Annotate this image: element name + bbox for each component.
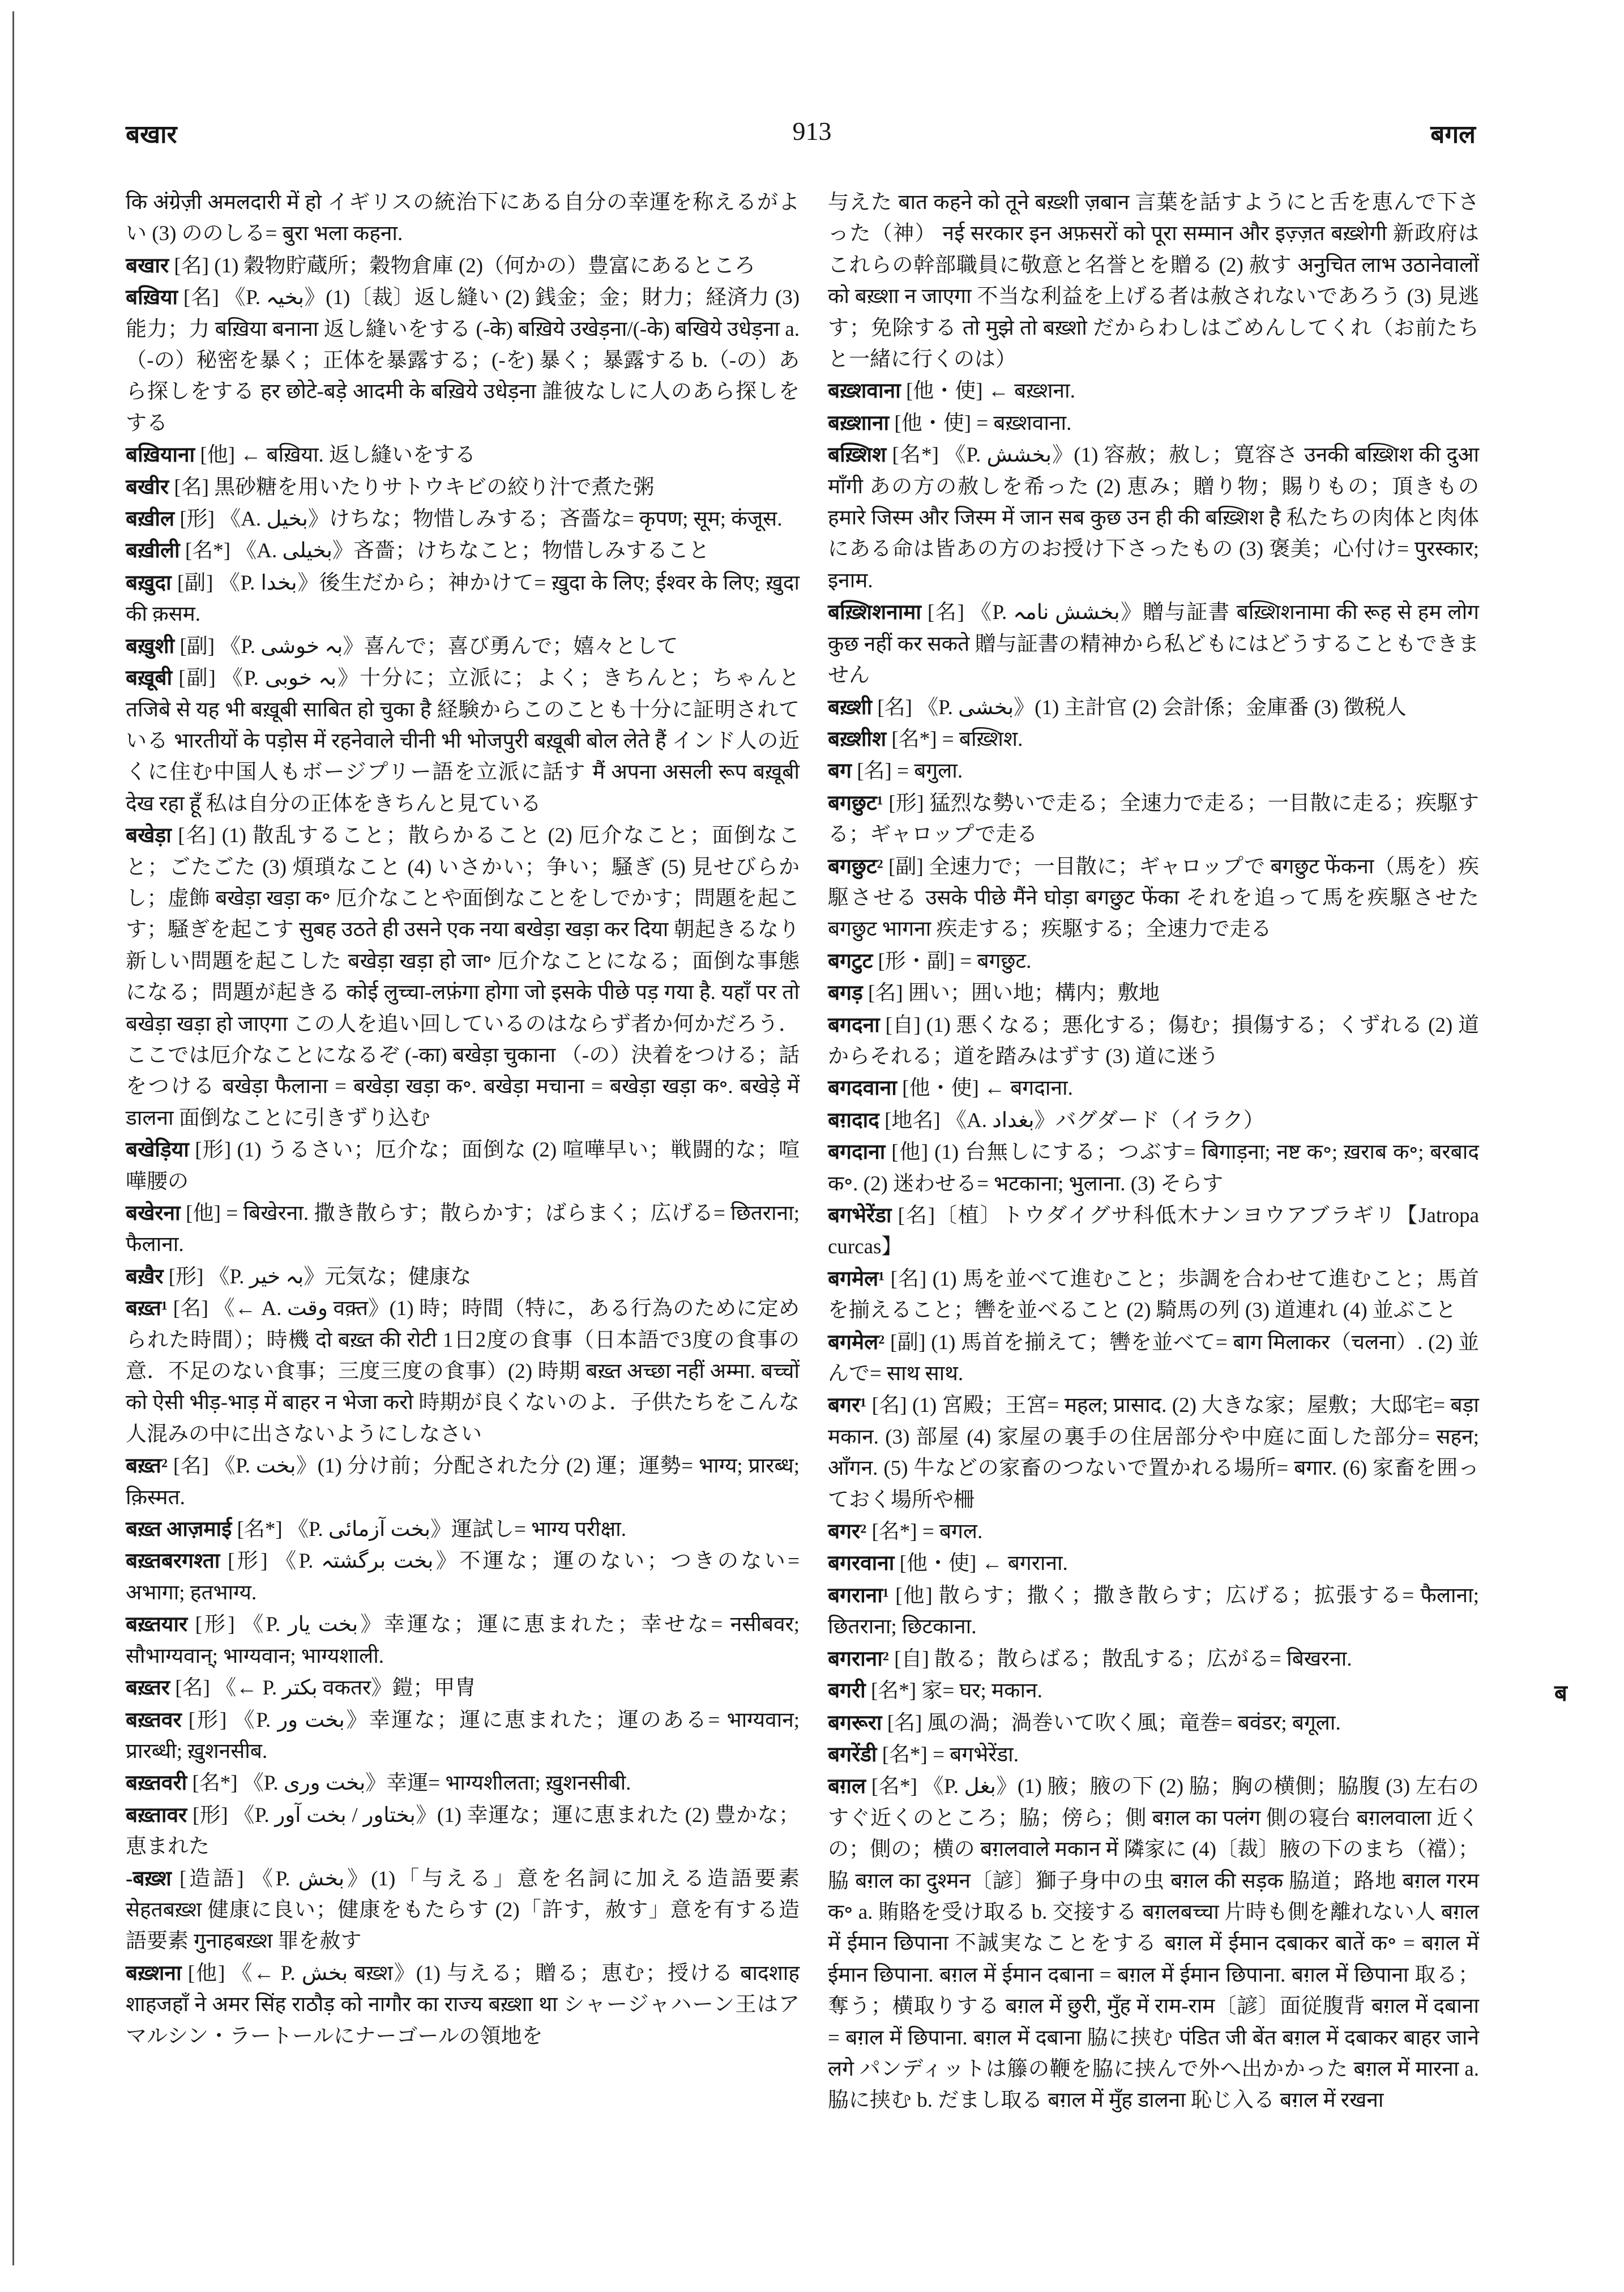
dictionary-entry — [126, 1672, 800, 1704]
headword: बख़्शीश — [828, 727, 887, 751]
entry-definition: 与えた बात कहने को तूने बख़्शी ज़बान 言葉を話すようにと舌を恵んで下さった（神） नई सरकार इन अफ़सरों को पूरा सम्मान और इज़्ज़त बख़्शेगी 新政府はこれらの幹部職員に敬意と名誉とを贈る (2) 赦す अनुचित लाभ उठानेवालों को बख़्शा न जाएगा 不当な利益を上げる者は赦されないであろう (3) 見逃す；免除する तो मुझे तो बख़्शो だからわしはごめんしてくれ（お前たちと一緒に行くのは） — [828, 191, 1479, 372]
headword: बखीर — [126, 475, 169, 499]
headword: बखार — [126, 254, 169, 278]
headword: बख़ैर — [126, 1265, 164, 1288]
margin-thumb-index: ब — [1554, 1680, 1567, 1706]
dictionary-entry — [126, 1958, 800, 2052]
headword: बख़्तवर — [126, 1708, 182, 1732]
dictionary-entry — [126, 1863, 800, 1957]
dictionary-entry — [828, 1739, 1479, 1770]
headword: बगमेल² — [828, 1330, 885, 1354]
headword: बख़्शिश — [828, 443, 887, 467]
entry-definition: [名] 《P. بخشش نامہ》贈与証書 बख़्शिशनामा की रूह से हम लोग कुछ नहीं कर सकते 贈与証書の精神から私どもにはどうすることもできません — [828, 601, 1480, 688]
headword: बगरी — [828, 1679, 866, 1703]
headword: बगदना — [828, 1013, 880, 1037]
headword: बख़्शाना — [828, 411, 890, 435]
entry-definition: [名*] = बगभेरेंडा. — [882, 1743, 1019, 1766]
dictionary-entry — [828, 1264, 1479, 1326]
headword: बख़्शी — [828, 695, 872, 719]
dictionary-entry — [828, 1675, 1479, 1706]
headword: बग — [828, 759, 852, 783]
entry-definition: [副] 《P. بخدا》後生だから；神かけて= ख़ुदा के लिए; ईश्वर के लिए; ख़ुदा की क़सम. — [126, 571, 800, 626]
headword: बख़्शना — [126, 1961, 182, 1985]
entry-definition: [他・使] ← बगदाना. — [902, 1077, 1073, 1100]
entry-definition: [形・副] = बगछुट. — [878, 949, 1032, 973]
dictionary-entry — [828, 1137, 1479, 1200]
dictionary-entry — [126, 820, 800, 1134]
entry-definition: [名*] = बख़्शिश. — [891, 727, 1023, 751]
entry-definition: [名] (1) 穀物貯蔵所；穀物倉庫 (2)（何かの）豊富にあるところ — [174, 254, 756, 278]
entry-definition: [形] (1) うるさい；厄介な；面倒な (2) 喧嘩早い；戦闘的な；喧嘩腰の — [126, 1138, 800, 1193]
entry-definition: [他] (1) 台無しにする；つぶす= बिगाड़ना; नष्ट क॰; ख़राब क॰; बरबाद क॰. (2) 迷わせる= भटकाना; भुलाना. (3) そらす — [828, 1141, 1479, 1196]
entry-definition: [自] (1) 悪くなる；悪化する；傷む；損傷する；くずれる (2) 道からそれる；道を踏みはずす (3) 道に迷う — [828, 1013, 1479, 1068]
headword: बगछुट² — [828, 855, 883, 878]
headword: बख़्त² — [126, 1454, 168, 1478]
dictionary-entry — [828, 408, 1479, 439]
headword: बख़्शवाना — [828, 379, 901, 403]
entry-definition: [名] 《P. بخت》(1) 分け前；分配された分 (2) 運；運勢= भाग्य; प्रारब्ध; क़िस्मत. — [126, 1454, 800, 1509]
dictionary-entry — [828, 1327, 1479, 1390]
dictionary-entry — [126, 1514, 800, 1545]
entry-definition: [名] 《← A. وقت वक़्त》(1) 時；時間（特に，ある行為のために定められた時間）；時機 दो बख़्त की रोटी 1日2度の食事（日本語で3度の食事の意．不足のない食事；三度三度の食事）(2) 時期 बख़्त अच्छा नहीं अम्मा. बच्चों को ऐसी भीड़-भाड़ में बाहर न भेजा करो 時期が良くないのよ．子供たちをこんな人混みの中に出さないようにしなさい — [126, 1297, 800, 1446]
headword: -बख़्श — [126, 1867, 172, 1890]
entry-definition: [形] 《P. بہ خیر》元気な；健康な — [168, 1265, 472, 1288]
entry-definition: [名*] 家= घर; मकान. — [870, 1679, 1042, 1703]
headword: बख़्त¹ — [126, 1297, 168, 1321]
page-edge-line — [12, 11, 14, 2265]
page-number: 913 — [792, 117, 832, 146]
dictionary-entry — [126, 439, 800, 471]
entry-definition: [名*] 《P. بخت آزمائی》運試し= भाग्य परीक्षा. — [237, 1518, 626, 1542]
dictionary-entry — [828, 597, 1479, 691]
entry-definition: [他] = बिखेरना. 撒き散らす；散らかす；ばらまく；広げる= छितराना; फैलाना. — [126, 1202, 800, 1257]
dictionary-entry — [828, 187, 1479, 375]
dictionary-entry — [828, 692, 1479, 723]
dictionary-entry — [828, 724, 1479, 755]
entry-definition: [名*] 《P. بخشش》(1) 容赦；赦し；寛容さ उनकी बख़्शिश की दुआ माँगी あの方の赦しを希った (2) 恵み；贈り物；賜りもの；頂きもの हमारे जिस्म और जिस्म में जान सब कुछ उन ही की बख़्शिश है 私たちの肉体と肉体にある命は皆あの方のお授け下さったもの (3) 褒美；心付け= पुरस्कार; इनाम. — [828, 443, 1480, 592]
headword: बख़्तबरगश्ता — [126, 1550, 220, 1573]
dictionary-entry — [126, 567, 800, 630]
dictionary-entry — [828, 1771, 1479, 2116]
entry-definition: [名] = बगुला. — [857, 759, 963, 783]
entry-definition: [名]〔植〕トウダイグサ科低木ナンヨウアブラギリ【Jatropa curcas】 — [828, 1204, 1479, 1259]
headword: बगरेंडी — [828, 1743, 877, 1766]
headword: बख़्त आज़माई — [126, 1518, 232, 1542]
entry-definition: [名] (1) 散乱すること；散らかること (2) 厄介なこと；面倒なこと；ごたごた (3) 煩瑣なこと (4) いさかい；争い；騒ぎ (5) 見せびらかし；虚飾 बखेड़ा खड़ा क॰ 厄介なことや面倒なことをしでかす；問題を起こす；騒ぎを起こす सुबह उठते ही उसने एक नया बखेड़ा खड़ा कर दिया 朝起きるなり新しい問題を起こした बखेड़ा खड़ा हो जा॰ 厄介なことになる；面倒な事態になる；問題が起きる कोई लुच्चा-लफ़ंगा होगा जो इसके पीछे पड़ गया है. यहाँ पर तो बखेड़ा खड़ा हो जाएगा この人を追い回しているのはならず者か何かだろう．ここでは厄介なことになるぞ (-का) बखेड़ा चुकाना （-の）決着をつける；話をつける बखेड़ा फैलाना = बखेड़ा खड़ा क॰. बखेड़ा मचाना = बखेड़ा खड़ा क॰. बखेड़े में डालना 面倒なことに引きずり込む — [126, 824, 800, 1130]
entry-definition: [形] 《P. بخت یار》幸運な；運に恵まれた；幸せな= नसीबवर; सौभाग्यवान्; भाग्यवान; भाग्यशाली. — [126, 1613, 800, 1668]
headword: बखेरना — [126, 1202, 181, 1225]
headword: बख़ीली — [126, 539, 180, 563]
dictionary-entry — [126, 187, 800, 250]
entry-definition: [名] 《← P. بکتر वकतर》鎧；甲冑 — [175, 1676, 476, 1700]
entry-definition: [他] 散らす；撒く；撒き散らす；広げる；拡張する= फैलाना; छितराना; छिटकाना. — [828, 1584, 1480, 1639]
headword: बख़्तयार — [126, 1613, 188, 1637]
headword: बगरवाना — [828, 1552, 895, 1576]
headword: बगरूरा — [828, 1711, 882, 1735]
entry-definition: [副] 《P. بہ خوبی》十分に；立派に；よく；きちんと；ちゃんと तजिबे से यह भी बख़ूबी साबित हो चुका है 経験からこのことも十分に証明されている भारतीयों के पड़ोस में रहनेवाले चीनी भी भोजपुरी बख़ूबी बोल लेते हैं インド人の近くに住む中国人もボージプリー語を立派に話す मैं अपना असली रूप बख़ूबी देख रहा हूँ 私は自分の正体をきちんと見ている — [126, 667, 800, 816]
entry-definition: [造語] 《P. بخش》(1)「与える」意を名詞に加える造語要素 सेहतबख़्श 健康に良い；健康をもたらす (2)「許す，赦す」意を有する造語要素 गुनाहबख़्श 罪を赦す — [126, 1867, 800, 1953]
headword: बख़ियाना — [126, 443, 195, 467]
headword: बख़ूबी — [126, 667, 173, 690]
dictionary-entry — [126, 250, 800, 281]
dictionary-entry — [828, 788, 1479, 851]
dictionary-entry — [126, 663, 800, 820]
headword: बग़दाद — [828, 1108, 879, 1132]
entry-definition: [副] 《P. بہ خوشی》喜んで；喜び勇んで；嬉々として — [180, 634, 678, 658]
dictionary-entry — [126, 1609, 800, 1672]
entry-definition: [形] 《P. بخت ور》幸運な；運に恵まれた；運のある= भाग्यवान; प्रारब्धी; ख़ुशनसीब. — [126, 1708, 800, 1763]
dictionary-entry — [126, 1134, 800, 1197]
entry-definition: [名*] 《A. بخیلی》吝嗇；けちなこと；物惜しみすること — [185, 539, 710, 563]
entry-definition: [形] 《P. بختاور / بخت آور》(1) 幸運な；運に恵まれた (2) 豊かな；恵まれた — [126, 1803, 800, 1859]
dictionary-entry — [828, 1105, 1479, 1136]
headword: बगदवाना — [828, 1077, 897, 1100]
headword: बखेड़ा — [126, 824, 172, 848]
entry-definition: [名] 囲い；囲い地；構内；敷地 — [868, 981, 1160, 1005]
entry-definition: [副] (1) 馬首を揃えて；轡を並べて= बाग मिलाकर（चलना）. (2) 並んで= साथ साथ. — [828, 1330, 1480, 1386]
left-column — [126, 187, 800, 2052]
dictionary-entry — [126, 1768, 800, 1799]
headword: बगराना¹ — [828, 1584, 889, 1607]
headword: बख़ुशी — [126, 634, 175, 658]
entry-definition: [名] (1) 宮殿；王宮= महल; प्रासाद. (2) 大きな家；屋敷；大邸宅= बड़ा मकान. (3) 部屋 (4) 家屋の裏手の住居部分や中庭に面した部分= सहन; आँगन. (5) 牛などの家畜のつないで置かれる場所= बगार. (6) 家畜を囲っておく場所や柵 — [828, 1394, 1479, 1512]
entry-definition: [名*] 《P. بغل》(1) 腋；腋の下 (2) 脇；胸の横側；脇腹 (3) 左右のすぐ近くのところ；脇；傍ら；側 बग़ल का पलंग 側の寝台 बग़लवाला 近くの；側の；横の बग़लवाले मकान में 隣家に (4)〔裁〕腋の下のまち（襠）；脇 बग़ल का दुश्मन〔諺〕獅子身中の虫 बग़ल की सड़क 脇道；路地 बग़ल गरम क॰ a. 賄賂を受け取る b. 交接する बग़लबच्चा 片時も側を離れない人 बग़ल में ईमान छिपाना 不誠実なことをする बग़ल में ईमान दबाकर बातें क॰ = बग़ल में ईमान छिपाना. बग़ल में ईमान दबाना = बग़ल में ईमान छिपाना. बग़ल में छिपाना 取る；奪う；横取りする बग़ल में छुरी, मुँह में राम-राम〔諺〕面従腹背 बग़ल में दबाना = बग़ल में छिपाना. बग़ल में दबाना 脇に挟む पंडित जी बेंत बग़ल में दबाकर बाहर जाने लगे パンディットは籐の鞭を脇に挟んで外へ出かかった बग़ल में मारना a. 脇に挟む b. だまし取る बग़ल में मुँह डालना 恥じ入る बग़ल में रखना — [828, 1775, 1480, 2112]
dictionary-entry — [828, 978, 1479, 1009]
headword: बगछुट¹ — [828, 791, 883, 815]
entry-definition: [副] 全速力で；一目散に；ギャロップで बगछुट फेंकना（馬を）疾駆させる उसके पीछे मैंने घोड़ा बगछुट फेंका それを追って馬を疾駆させた बगछुट भागना 疾走する；疾駆する；全速力で走る — [828, 855, 1479, 941]
headword: बख़िया — [126, 286, 178, 310]
headword: बगटुट — [828, 949, 873, 973]
dictionary-entry — [828, 1580, 1479, 1643]
dictionary-entry — [126, 1198, 800, 1261]
entry-definition: [名*] 《P. بخت وری》幸運= भाग्यशीलता; ख़ुशनसीबी. — [192, 1772, 631, 1795]
dictionary-entry — [828, 1200, 1479, 1263]
dictionary-entry — [126, 1800, 800, 1863]
dictionary-entry — [126, 631, 800, 662]
dictionary-entry — [126, 472, 800, 503]
dictionary-entry — [126, 503, 800, 535]
dictionary-entry — [828, 851, 1479, 945]
dictionary-entry — [828, 756, 1479, 787]
entry-definition: [地名] 《A. بغداد》バグダード（イラク） — [884, 1108, 1264, 1132]
dictionary-entry — [828, 946, 1479, 977]
headword: बख़्तवरी — [126, 1772, 187, 1795]
dictionary-entry — [828, 1390, 1479, 1516]
entry-definition: [名] 風の渦；渦巻いて吹く風；竜巻= बवंडर; बगूला. — [887, 1711, 1341, 1735]
dictionary-entry — [828, 1708, 1479, 1739]
dictionary-entry — [126, 1261, 800, 1292]
entry-definition: [名*] = बगल. — [871, 1520, 983, 1544]
entry-definition: [形] 猛烈な勢いで走る；全速力で走る；一目散に走る；疾駆する；ギャロップで走る — [828, 791, 1479, 847]
dictionary-entry — [828, 439, 1479, 596]
entry-definition: [自] 散る；散らばる；散乱する；広がる= बिखरना. — [894, 1647, 1352, 1671]
headword: बखेड़िया — [126, 1138, 189, 1162]
headword: बगमेल¹ — [828, 1267, 885, 1291]
guide-word-left: बखार — [126, 121, 177, 148]
headword: बख़्तर — [126, 1676, 170, 1700]
dictionary-entry — [126, 1450, 800, 1513]
headword: बख़्तावर — [126, 1803, 187, 1827]
headword: बगभेरेंडा — [828, 1204, 892, 1227]
dictionary-entry — [828, 1644, 1479, 1675]
entry-definition: [形] 《P. بخت برگشتہ》不運な；運のない；つきのない= अभागा; हतभाग्य. — [126, 1550, 800, 1604]
dictionary-entry — [126, 1293, 800, 1450]
headword: बगर¹ — [828, 1394, 867, 1418]
guide-word-right: बगल — [1430, 121, 1476, 148]
right-column — [828, 187, 1479, 2117]
dictionary-entry — [828, 1073, 1479, 1104]
entry-definition: [名] 《P. بخیہ》(1)〔裁〕返し縫い (2) 銭金；金；財力；経済力 (3) 能力；力 बख़िया बनाना 返し縫いをする (-के) बख़िये उखेड़ना/(-के) बखिये उधेड़ना a.（-の）秘密を暴く；正体を暴露する；(-を) 暴く；暴露する b.（-の）あら探しをする हर छोटे-बड़े आदमी के बख़िये उधेड़ना 誰彼なしに人のあら探しをする — [126, 286, 800, 435]
headword: बख़ील — [126, 507, 175, 531]
entry-definition: [名] (1) 馬を並べて進むこと；歩調を合わせて進むこと；馬首を揃えること；轡を並べること (2) 騎馬の列 (3) 道連れ (4) 並ぶこと — [828, 1267, 1479, 1322]
entry-definition: [他] ← बख़िया. 返し縫いをする — [200, 443, 476, 467]
entry-definition: [他] 《← P. بخش बख़्श》(1) 与える；贈る；恵む；授ける बादशाह शाहजहाँ ने अमर सिंह राठौड़ को नागौर का राज्य बख़्शा था シャージャハーン王はアマルシン・ラートールにナーゴールの領地を — [126, 1961, 800, 2048]
entry-definition: [他・使] ← बगराना. — [899, 1552, 1068, 1576]
dictionary-entry — [828, 1516, 1479, 1547]
headword: बगदाना — [828, 1141, 886, 1164]
entry-definition: [他・使] = बख़्शवाना. — [894, 411, 1072, 435]
headword: बख़ुदा — [126, 571, 172, 595]
headword: बख़्शिशनामा — [828, 601, 921, 625]
dictionary-entry — [828, 375, 1479, 407]
headword: बगराना² — [828, 1647, 889, 1671]
headword: बगर² — [828, 1520, 867, 1544]
dictionary-entry — [828, 1548, 1479, 1579]
entry-definition: [名] 《P. بخشی》(1) 主計官 (2) 会計係；金庫番 (3) 徴税人 — [877, 695, 1407, 719]
dictionary-entry — [126, 1705, 800, 1768]
entry-definition: कि अंग्रेज़ी अमलदारी में हो イギリスの統治下にある自分の幸運を称えるがよい (3) ののしる= बुरा भला कहना. — [126, 191, 800, 246]
headword: बग़ल — [828, 1775, 866, 1799]
dictionary-entry — [126, 535, 800, 566]
dictionary-entry — [828, 1010, 1479, 1073]
entry-definition: [他・使] ← बख़्शना. — [905, 379, 1075, 403]
entry-definition: [名] 黒砂糖を用いたりサトウキビの絞り汁で煮た粥 — [174, 475, 655, 499]
entry-definition: [形] 《A. بخیل》けちな；物惜しみする；吝嗇な= कृपण; सूम; कंजूस. — [180, 507, 783, 531]
headword: बगड़ — [828, 981, 863, 1005]
dictionary-entry — [126, 282, 800, 439]
dictionary-entry — [126, 1546, 800, 1608]
